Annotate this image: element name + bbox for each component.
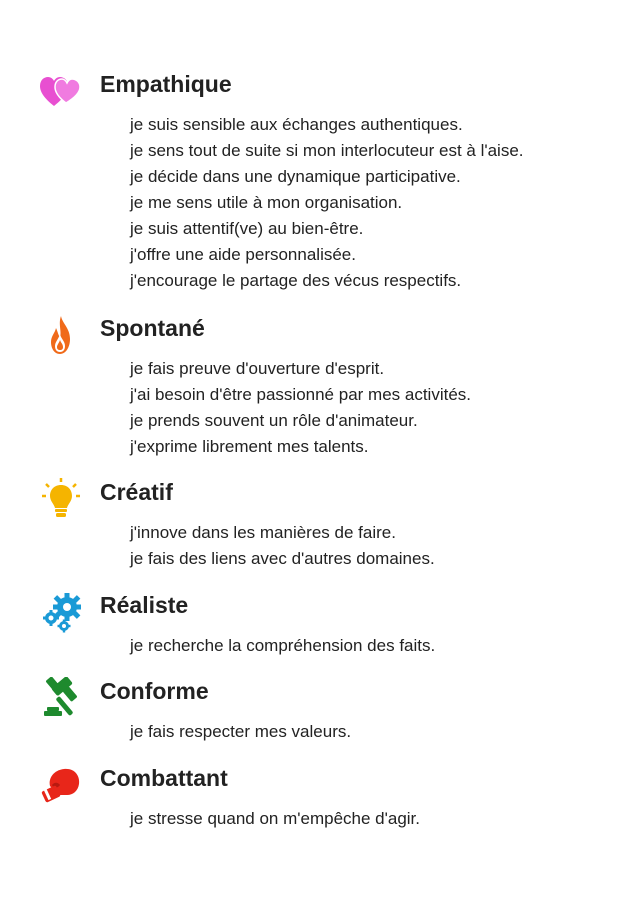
list-item: j'offre une aide personnalisée.: [130, 245, 356, 264]
list-item: je suis sensible aux échanges authentiques.: [130, 115, 463, 134]
section-items: [130, 112, 524, 294]
section-title: Empathique: [100, 71, 232, 97]
section-items: [130, 356, 471, 460]
list-item: je suis attentif(ve) au bien-être.: [130, 219, 364, 238]
section-items: [130, 520, 435, 572]
hearts-icon: [40, 70, 82, 112]
lightbulb-icon: [40, 478, 82, 520]
section-items: [130, 806, 420, 832]
section-title: Créatif: [100, 479, 173, 505]
flame-icon: [40, 314, 82, 356]
list-item: j'exprime librement mes talents.: [130, 437, 369, 456]
gavel-icon: [40, 677, 82, 719]
list-item: je stresse quand on m'empêche d'agir.: [130, 809, 420, 828]
section-items: [130, 719, 351, 745]
list-item: je me sens utile à mon organisation.: [130, 193, 403, 212]
list-item: je fais respecter mes valeurs.: [130, 722, 352, 741]
list-item: j'ai besoin d'être passionné par mes activités.: [130, 385, 472, 404]
list-item: je fais preuve d'ouverture d'esprit.: [130, 359, 385, 378]
list-item: je prends souvent un rôle d'animateur.: [130, 411, 418, 430]
list-item: je fais des liens avec d'autres domaines.: [130, 549, 435, 568]
boxing-glove-icon: [40, 764, 82, 806]
list-item: j'innove dans les manières de faire.: [130, 523, 396, 542]
list-item: je décide dans une dynamique participative.: [130, 167, 461, 186]
section-title: Combattant: [100, 765, 228, 791]
section-title: Réaliste: [100, 592, 189, 618]
section-items: [130, 633, 435, 659]
list-item: je recherche la compréhension des faits.: [130, 636, 436, 655]
section-title: Spontané: [100, 315, 205, 341]
list-item: j'encourage le partage des vécus respectifs.: [130, 271, 462, 290]
section-title: Conforme: [100, 678, 209, 704]
gears-icon: [40, 591, 82, 633]
list-item: je sens tout de suite si mon interlocuteur est à l'aise.: [130, 141, 524, 160]
